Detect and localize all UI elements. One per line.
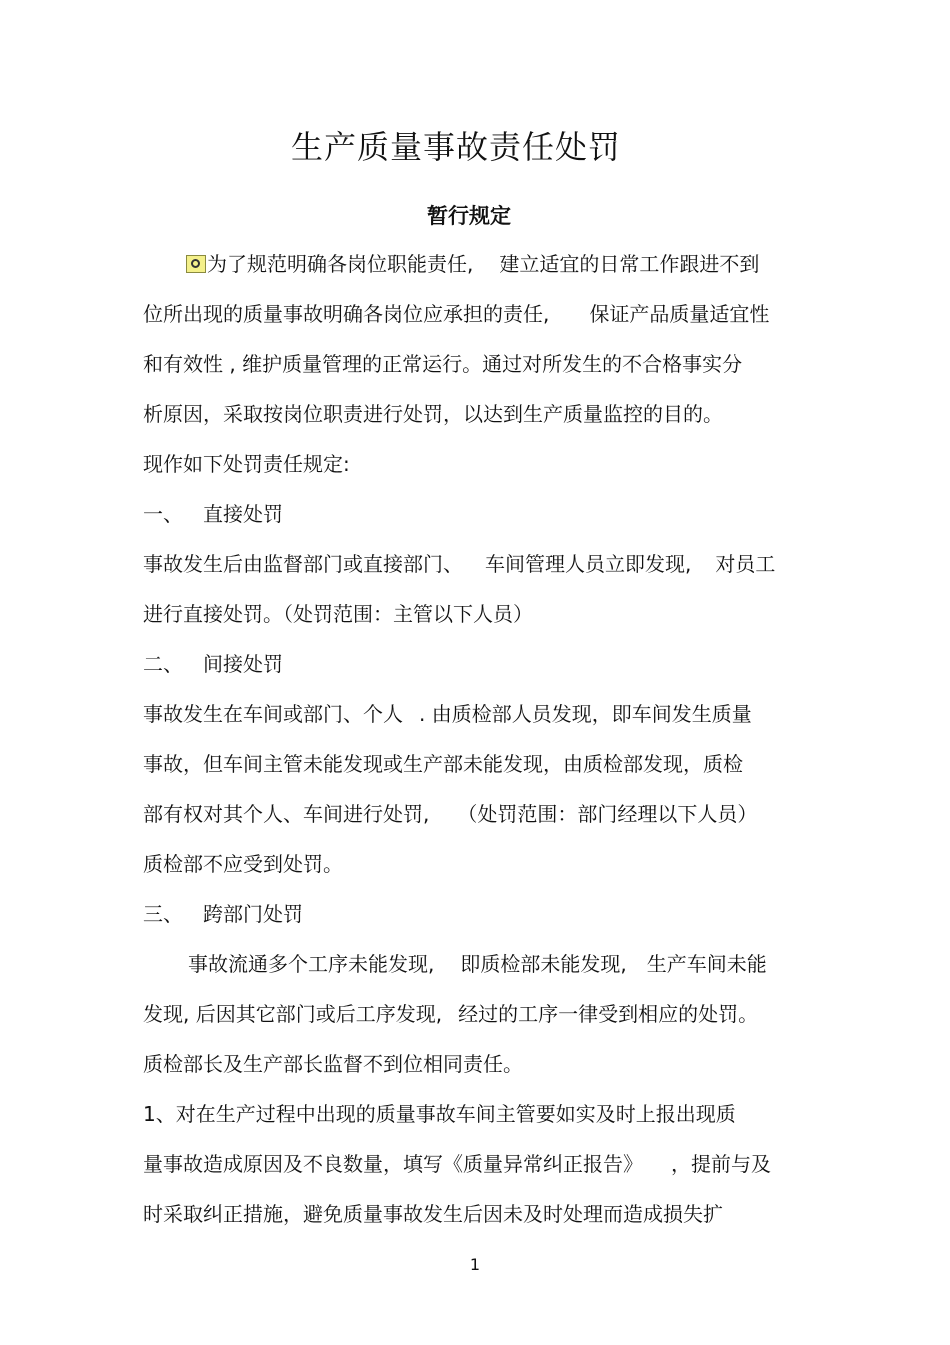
section-1-line-2: 进行直接处罚。（处罚范围：主管以下人员） (143, 602, 533, 626)
section-1-line-1: 事故发生后由监督部门或直接部门、 车间管理人员立即发现, 对员工 (143, 552, 776, 576)
intro-line-5: 现作如下处罚责任规定: (143, 452, 350, 476)
section-2-heading: 二、 间接处罚 (143, 652, 283, 676)
section-3-line-2: 发现, 后因其它部门或后工序发现, 经过的工序一律受到相应的处罚。 (143, 1002, 759, 1026)
section-3-heading: 三、 跨部门处罚 (143, 902, 303, 926)
section-2-line-2: 事故，但车间主管未能发现或生产部未能发现，由质检部发现，质检 (143, 752, 743, 776)
section-2-line-4: 质检部不应受到处罚。 (143, 852, 343, 876)
section-3-line-1: 事故流通多个工序未能发现, 即质检部未能发现, 生产车间未能 (188, 952, 767, 976)
intro-line-4: 析原因，采取按岗位职责进行处罚，以达到生产质量监控的目的。 (143, 402, 723, 426)
section-2-line-1: 事故发生在车间或部门、个人 . 由质检部人员发现，即车间发生质量 (143, 702, 752, 726)
page-number: 1 (469, 1255, 481, 1274)
point-1-line-1: 1、对在生产过程中出现的质量事故车间主管要如实及时上报出现质 (143, 1102, 736, 1126)
intro-line-2: 位所出现的质量事故明确各岗位应承担的责任, 保证产品质量适宜性 (143, 302, 770, 326)
section-2-line-3: 部有权对其个人、车间进行处罚, （处罚范围：部门经理以下人员） (143, 802, 758, 826)
intro-line-3: 和有效性 , 维护质量管理的正常运行。通过对所发生的不合格事实分 (143, 352, 743, 376)
intro-line-1: 为了规范明确各岗位职能责任, 建立适宜的日常工作跟进不到 (186, 250, 759, 278)
document-subtitle: 暂行规定 (427, 204, 511, 228)
point-1-line-2: 量事故造成原因及不良数量，填写《质量异常纠正报告》 ，提前与及 (143, 1152, 771, 1176)
section-1-heading: 一、 直接处罚 (143, 502, 283, 526)
comment-marker-icon (186, 255, 206, 273)
document-title: 生产质量事故责任处罚 (290, 128, 621, 166)
section-3-line-3: 质检部长及生产部长监督不到位相同责任。 (143, 1052, 523, 1076)
point-1-line-3: 时采取纠正措施，避免质量事故发生后因未及时处理而造成损失扩 (143, 1202, 723, 1226)
